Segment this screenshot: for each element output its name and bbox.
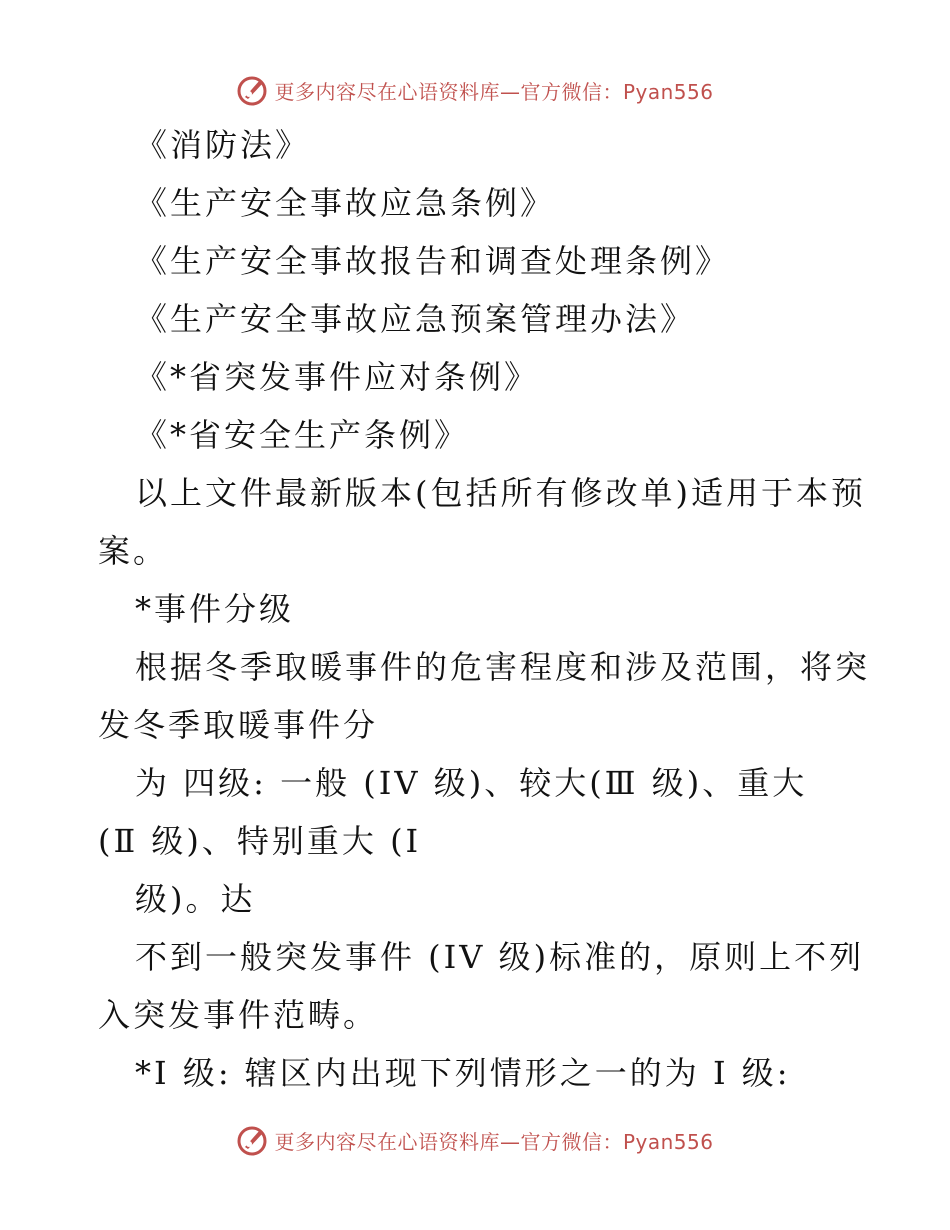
text-line: 级)。达 bbox=[135, 880, 256, 918]
text-line: (Ⅱ 级)、特别重大 (I bbox=[98, 822, 422, 860]
text-line: 案。 bbox=[98, 532, 169, 570]
text-line: 《*省突发事件应对条例》 bbox=[135, 358, 540, 396]
header-banner bbox=[0, 70, 950, 110]
section-heading: *事件分级 bbox=[135, 590, 295, 628]
text-line: 不到一般突发事件 (IV 级)标准的，原则上不列 bbox=[135, 938, 865, 976]
text-line: 以上文件最新版本(包括所有修改单)适用于本预 bbox=[135, 474, 866, 512]
text-line: 为 四级: 一般 (IV 级)、较大(Ⅲ 级)、重大 bbox=[135, 764, 808, 802]
section-heading: *I 级: 辖区内出现下列情形之一的为 I 级: bbox=[135, 1054, 791, 1092]
quill-circle-icon bbox=[236, 73, 270, 107]
quill-circle-icon bbox=[236, 1123, 270, 1157]
text-line: 《*省安全生产条例》 bbox=[135, 416, 470, 454]
text-line: 《消防法》 bbox=[135, 126, 311, 164]
text-line: 《生产安全事故应急条例》 bbox=[135, 184, 556, 222]
banner-text: 更多内容尽在心语资料库—官方微信：Pyan556 bbox=[274, 1129, 714, 1154]
text-line: 《生产安全事故应急预案管理办法》 bbox=[135, 300, 696, 338]
text-line: 《生产安全事故报告和调查处理条例》 bbox=[135, 242, 731, 280]
text-line: 入突发事件范畴。 bbox=[98, 996, 379, 1034]
text-line: 发冬季取暖事件分 bbox=[98, 706, 379, 744]
footer-banner bbox=[0, 1120, 950, 1160]
text-line: 根据冬季取暖事件的危害程度和涉及范围，将突 bbox=[135, 648, 871, 686]
banner-text: 更多内容尽在心语资料库—官方微信：Pyan556 bbox=[274, 79, 714, 104]
